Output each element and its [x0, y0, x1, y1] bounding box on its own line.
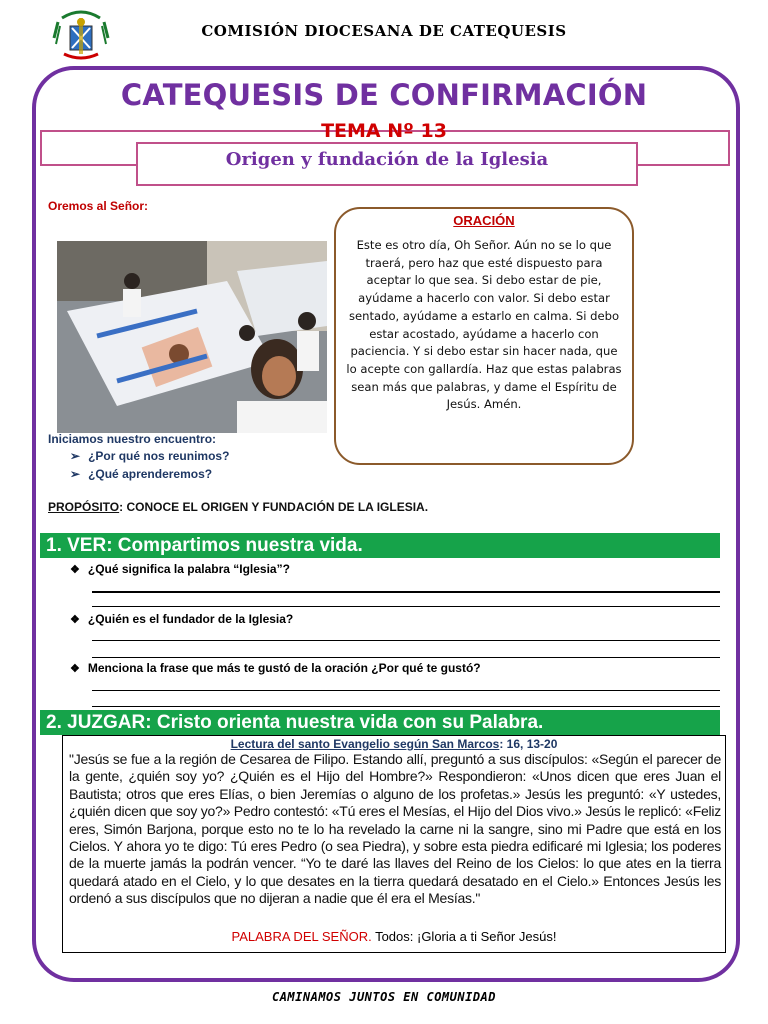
answer-line[interactable] — [92, 591, 720, 593]
ver-question: ❖ ¿Quién es el fundador de la Iglesia? — [70, 612, 294, 626]
section-juzgar-heading: 2. JUZGAR: Cristo orienta nuestra vida con su Palabra. — [40, 710, 720, 735]
arrow-bullet-icon: ➢ — [70, 449, 81, 463]
gospel-heading: Lectura del santo Evangelio según San Marcos: 16, 13-20 — [230, 737, 558, 751]
ver-question: ❖ Menciona la frase que más te gustó de la oración ¿Por qué te gustó? — [70, 661, 481, 675]
gospel-text: "Jesús se fue a la región de Cesarea de Filipo. Estando allí, preguntó a sus discípulos: «Según el parecer de la gente, ¿quién soy yo? ¿Quién es el Hijo del Hombre?» Respondieron: «Unos dicen que eres Juan el Bautista; otros que eres Elías, o bien Jeremías o alguno de los profetas.» Jesús les preguntó: «Y ustedes, ¿quién dicen que soy yo?» Pedro contestó: «Tú eres el Mesías, el Hijo del Dios vivo.» Jesús le replicó: «Feliz eres, Simón Barjona, porque esto no te lo ha revelado la carne ni la sangre, sino mi Padre que está en los Cielos. Y ahora yo te digo: Tú eres Pedro (o sea Piedra), y sobre esta piedra edificaré mi Iglesia; los poderes de la muerte jamás la podrán vencer. “Yo te daré las llaves del Reino de los Cielos: lo que ates en la tierra quedará atado en el Cielo, y lo que desates en la tierra quedará desatado en el Cielo.» Entonces Jesús les ordenó a sus discípulos que no dijeran a nadie que él era el Mesías." — [69, 751, 721, 907]
prayer-text: Este es otro día, Oh Señor. Aún no se lo que traerá, pero haz que esté dispuesto para aceptar lo que sea. Si debo estar de pie, ayúdame a hacerlo con valor. Si debo estar sentado, ayúdame a estarlo en calma. Si debo estar acostado, ayúdame a hacerlo con paciencia. Y si debo estar sin hacer nada, que lo acepte con gallardía. Haz que estas palabras sean más que palabras, y dame el Espíritu de Jesús. Amén. — [346, 238, 622, 412]
answer-line[interactable] — [92, 657, 720, 658]
diamond-bullet-icon: ❖ — [70, 614, 80, 626]
oremos-label: Oremos al Señor: — [48, 199, 149, 213]
footer-motto: CAMINAMOS JUNTOS EN COMUNIDAD — [271, 990, 496, 1004]
intro-question: ➢ ¿Qué aprenderemos? — [70, 467, 213, 481]
purpose-statement: PROPÓSITO: CONOCE EL ORIGEN Y FUNDACIÓN DE LA IGLESIA. — [48, 500, 429, 514]
title-ribbon — [136, 142, 638, 186]
diamond-bullet-icon: ❖ — [70, 564, 80, 576]
arrow-bullet-icon: ➢ — [70, 467, 81, 481]
page-title: CATEQUESIS DE CONFIRMACIÓN — [120, 78, 648, 112]
ver-question: ❖ ¿Qué significa la palabra “Iglesia”? — [70, 562, 290, 576]
intro-question: ➢ ¿Por qué nos reunimos? — [70, 449, 230, 463]
organization-title: COMISIÓN DIOCESANA DE CATEQUESIS — [201, 22, 567, 40]
answer-line[interactable] — [92, 606, 720, 607]
group-photo — [57, 241, 327, 433]
answer-line[interactable] — [92, 690, 720, 691]
topic-subtitle: Origen y fundación de la Iglesia — [225, 149, 549, 170]
prayer-title: ORACIÓN — [453, 213, 515, 228]
topic-number: TEMA Nº 13 — [321, 120, 447, 142]
answer-line[interactable] — [92, 706, 720, 707]
intro-heading: Iniciamos nuestro encuentro: — [48, 432, 217, 446]
section-ver-heading: 1. VER: Compartimos nuestra vida. — [40, 533, 720, 558]
diamond-bullet-icon: ❖ — [70, 663, 80, 675]
answer-line[interactable] — [92, 640, 720, 641]
gospel-closing: PALABRA DEL SEÑOR. Todos: ¡Gloria a ti Señor Jesús! — [231, 929, 557, 944]
